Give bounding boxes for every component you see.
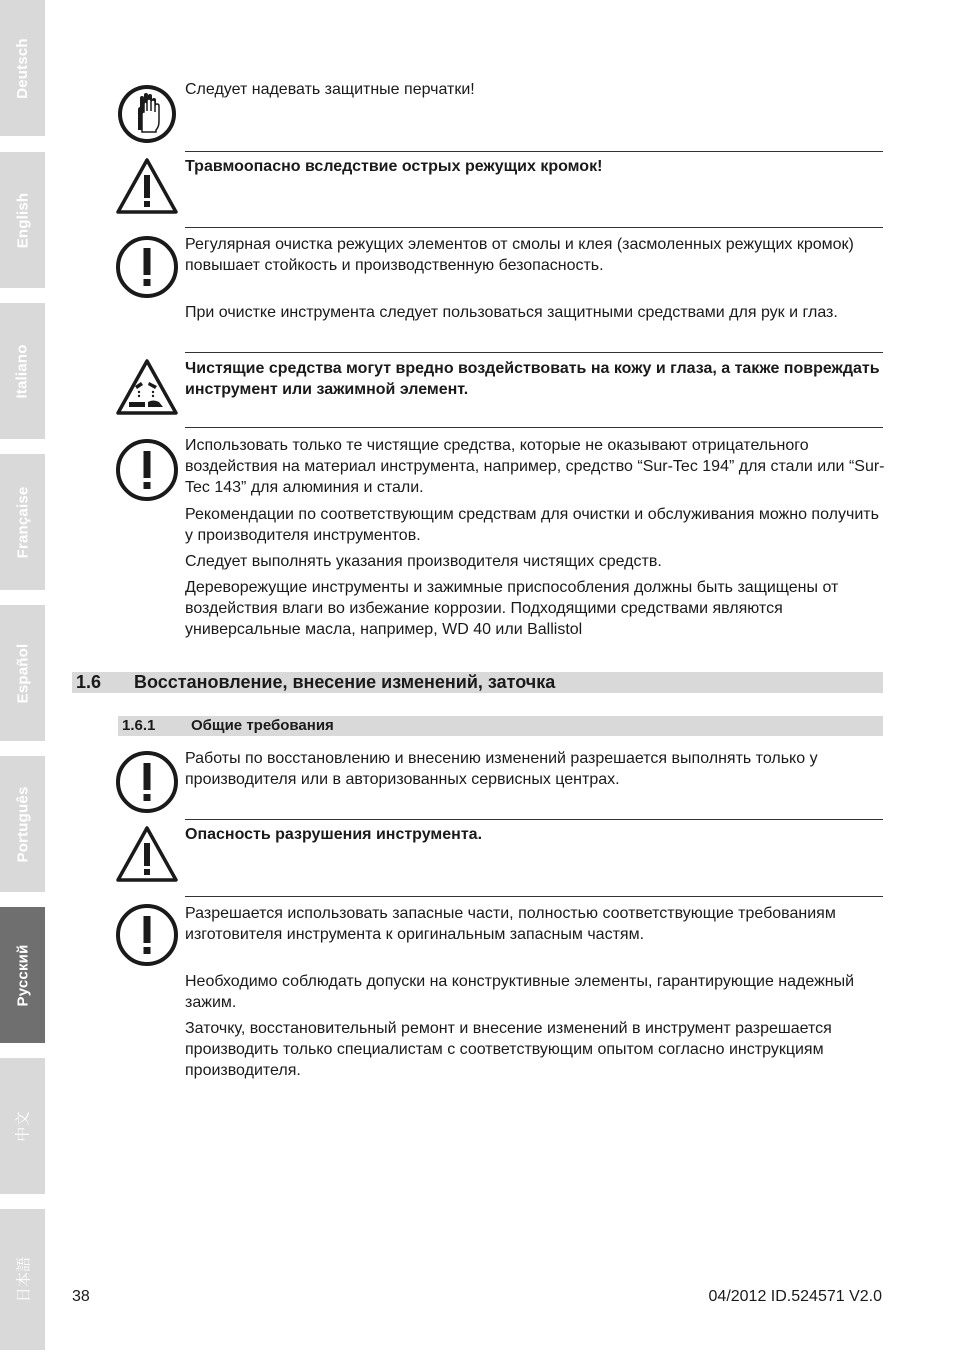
warning-triangle-icon	[115, 157, 179, 215]
lang-tab-francaise[interactable]: Française	[0, 454, 45, 590]
gloves-instruction: Следует надевать защитные перчатки!	[185, 81, 475, 98]
lang-tab-english[interactable]: English	[0, 152, 45, 288]
lang-tab-chinese[interactable]: 中文	[0, 1058, 45, 1194]
divider	[185, 896, 883, 897]
note-agents-text: Использовать только те чистящие средства, которые не оказывают отрицательного воздействия на материал инструмента, например, средство “Sur-Tec 194” для стали или “Sur-Tec 143” для алюминия и стали.	[185, 437, 885, 496]
note-agents-text: Рекомендации по соответствующим средствам для очистки и обслуживания можно получить у производителя инструментов.	[185, 506, 879, 544]
warning-sharp-edges: Травмоопасно вследствие острых режущих кромок!	[185, 158, 603, 175]
divider	[185, 352, 883, 353]
notice-exclamation-icon	[115, 903, 179, 967]
warning-tool-destruction: Опасность разрушения инструмента.	[185, 826, 483, 843]
document-id: 04/2012 ID.524571 V2.0	[708, 1288, 882, 1305]
divider	[185, 819, 883, 820]
divider	[185, 151, 883, 152]
note-parts-text: Заточку, восстановительный ремонт и внесение изменений в инструмент разрешается производить только специалистам с соответствующим опытом согласно инструкциям производителя.	[185, 1020, 832, 1079]
lang-tab-japanese[interactable]: 日本語	[0, 1209, 45, 1350]
protective-gloves-icon	[115, 82, 179, 146]
lang-tab-espanol[interactable]: Español	[0, 605, 45, 741]
section-heading: 1.6 Восстановление, внесение изменений, заточка	[72, 672, 883, 693]
warning-cleaning-agents: Чистящие средства могут вредно воздействовать на кожу и глаза, а также повреждать инструмент или зажимной элемент.	[185, 360, 880, 398]
page-number: 38	[72, 1288, 90, 1305]
divider	[185, 227, 883, 228]
lang-tab-italiano[interactable]: Italiano	[0, 303, 45, 439]
notice-exclamation-icon	[115, 235, 179, 299]
lang-tab-portugues[interactable]: Português	[0, 756, 45, 892]
lang-tab-russian[interactable]: Русский	[0, 907, 45, 1043]
notice-exclamation-icon	[115, 438, 179, 502]
language-tabs	[0, 0, 45, 1350]
corrosive-warning-icon	[115, 358, 179, 416]
note-parts-text: Необходимо соблюдать допуски на конструктивные элементы, гарантирующие надежный зажим.	[185, 973, 855, 1011]
divider	[185, 427, 883, 428]
warning-triangle-icon	[115, 825, 179, 883]
lang-tab-deutsch[interactable]: Deutsch	[0, 0, 45, 136]
note-cleaning-text: При очистке инструмента следует пользоваться защитными средствами для рук и глаз.	[185, 304, 838, 321]
note-cleaning-text: Регулярная очистка режущих элементов от смолы и клея (засмоленных режущих кромок) повышает стойкость и производственную безопасность.	[185, 236, 854, 274]
note-agents-text: Дереворежущие инструменты и зажимные приспособления должны быть защищены от воздействия влаги во избежание коррозии. Подходящими средствами являются универсальные масла, например, WD 40 или Ballistol	[185, 579, 839, 638]
subsection-heading: 1.6.1 Общие требования	[118, 716, 883, 736]
note-parts-text: Разрешается использовать запасные части, полностью соответствующие требованиям изготовителя инструмента к оригинальным запасным частям.	[185, 905, 836, 943]
notice-exclamation-icon	[115, 750, 179, 814]
note-agents-text: Следует выполнять указания производителя чистящих средств.	[185, 553, 662, 570]
note-repair-text: Работы по восстановлению и внесению изменений разрешается выполнять только у производителя или в авторизованных сервисных центрах.	[185, 750, 818, 788]
